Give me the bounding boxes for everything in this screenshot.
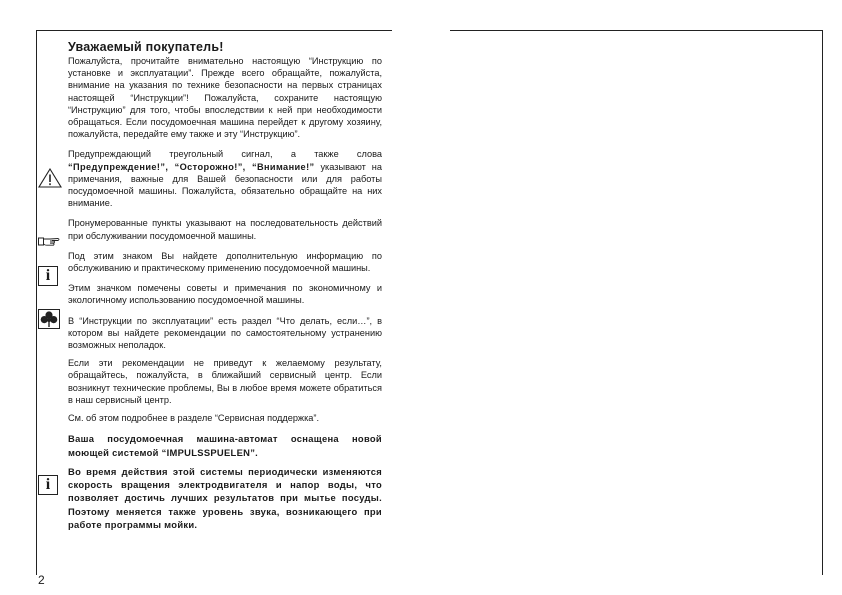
page-title: Уважаемый покупатель! bbox=[68, 40, 224, 54]
service-paragraph: Если эти рекомендации не приведут к желаемому результату, обращайтесь, пожалуйста, в ближайший сервисный центр. Если возникнут технические проблемы, Вы в любое время можете обратиться в наш сервисный центр. bbox=[68, 358, 382, 405]
numbered-steps-paragraph: Пронумерованные пункты указывают на последовательность действий при обслуживании посудомоечной машины. bbox=[68, 218, 382, 241]
right-page-top-rule bbox=[450, 30, 822, 31]
eco-paragraph: Этим значком помечены советы и примечания по экономичному и экологичному использованию посудомоечной машины. bbox=[68, 283, 382, 306]
impuls-paragraph: Ваша посудомоечная машина-автомат оснащена новой моющей системой “IMPULSSPUELEN”. bbox=[68, 433, 382, 458]
info-icon-impuls: i bbox=[38, 475, 58, 495]
troubleshooting-paragraph: В “Инструкции по эксплуатации” есть раздел “Что делать, если…”, в котором вы найдете рекомендации по самостоятельному устранению возможных неполадок. bbox=[68, 315, 382, 351]
left-page-side-rule bbox=[36, 30, 37, 575]
warning-text-end: указывают на примечания, важные для Вашей безопасности или для работы посудомоечной машины. Пожалуйста, обязательно обращайте на них внимание. bbox=[68, 161, 382, 209]
intro-paragraph: Пожалуйста, прочитайте внимательно настоящую “Инструкцию по установке и эксплуатации”. Прежде всего обращайте, пожалуйста, внимание на указания по технике безопасности на первых страницах настоящей “Инструкции”! Пожалуйста, сохраните настоящую “Инструкцию” для того, чтобы впоследствии к ней при необходимости обращаться. Если посудомоечная машина перейдет к другому хозяину, пожалуйста, передайте ему также и эту “Инструкцию”. bbox=[68, 56, 382, 140]
left-page-top-rule bbox=[36, 30, 392, 31]
eco-leaf-icon bbox=[38, 309, 60, 329]
info-paragraph: Под этим знаком Вы найдете дополнительную информацию по обслуживанию и практическому применению посудомоечной машины. bbox=[68, 250, 382, 274]
warning-triangle-icon bbox=[38, 168, 62, 188]
warning-text-start: Предупреждающий треугольный сигнал, а также слова bbox=[68, 149, 382, 160]
info-icon: i bbox=[38, 266, 58, 286]
impuls-detail-paragraph: Во время действия этой системы периодически изменяются скорость вращения электродвигателя и напор воды, что позволяет достичь лучших результатов при мытье посуды. Поэтому меняется также уровень звука, возникающего при работе программы мойки. bbox=[68, 465, 382, 531]
warning-words: “Предупреждение!”, “Осторожно!”, “Внимание!” bbox=[68, 161, 315, 172]
text-column bbox=[68, 40, 382, 537]
pointing-hand-icon bbox=[38, 236, 62, 248]
warning-paragraph bbox=[68, 148, 382, 209]
page-number: 2 bbox=[38, 573, 45, 587]
right-page-side-rule bbox=[822, 30, 823, 575]
see-service-paragraph: См. об этом подробнее в разделе “Сервисная поддержка”. bbox=[68, 413, 320, 424]
